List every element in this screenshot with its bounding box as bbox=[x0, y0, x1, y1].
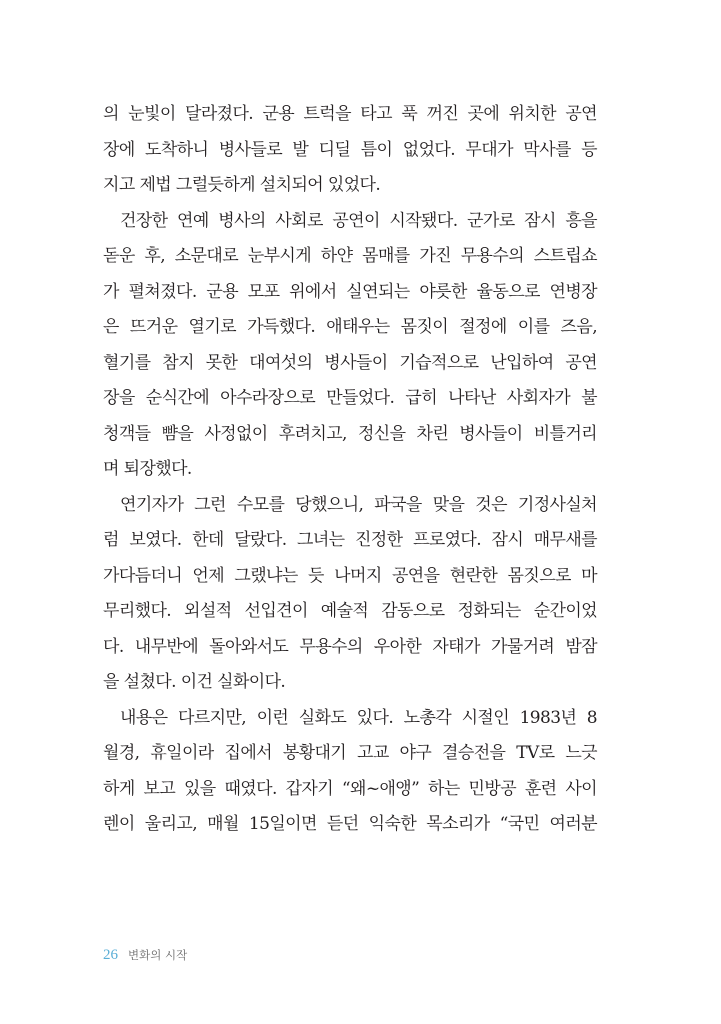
page-footer bbox=[103, 947, 187, 964]
text-line: 며 퇴장했다. bbox=[103, 459, 192, 479]
text-line: 지고 제법 그럴듯하게 설치되어 있었다. bbox=[103, 175, 381, 195]
text-line: 무리했다. 외설적 선입견이 예술적 감동으로 정화되는 순간이었 bbox=[103, 601, 597, 621]
text-line: 럼 보였다. 한데 달랐다. 그녀는 진정한 프로였다. 잠시 매무새를 bbox=[103, 530, 597, 550]
text-line: 월경, 휴일이라 집에서 봉황대기 고교 야구 결승전을 TV로 느긋 bbox=[103, 743, 597, 763]
text-line: 하게 보고 있을 때였다. 갑자기 “왜~애앵” 하는 민방공 훈련 사이 bbox=[103, 778, 597, 799]
text-line: 돋운 후, 소문대로 눈부시게 하얀 몸매를 가진 무용수의 스트립쇼 bbox=[103, 246, 597, 266]
text-line: 은 뜨거운 열기로 가득했다. 애태우는 몸짓이 절정에 이를 즈음, bbox=[103, 317, 597, 337]
text-line: 장에 도착하니 병사들로 발 디딜 틈이 없었다. 무대가 막사를 등 bbox=[103, 139, 597, 160]
text-line: 건장한 연예 병사의 사회로 공연이 시작됐다. 군가로 잠시 흥을 bbox=[120, 210, 597, 231]
body-text bbox=[103, 97, 597, 843]
text-line: 다. 내무반에 돌아와서도 무용수의 우아한 자태가 가물거려 밤잠 bbox=[103, 636, 597, 657]
text-line: 을 설쳤다. 이건 실화이다. bbox=[103, 672, 286, 692]
text-line: 렌이 울리고, 매월 15일이면 듣던 익숙한 목소리가 “국민 여러분 bbox=[103, 814, 597, 834]
text-line: 내용은 다르지만, 이런 실화도 있다. 노총각 시절인 1983년 8 bbox=[120, 707, 597, 728]
text-line: 청객들 뺨을 사정없이 후려치고, 정신을 차린 병사들이 비틀거리 bbox=[103, 423, 597, 444]
text-line: 혈기를 참지 못한 대여섯의 병사들이 기습적으로 난입하여 공연 bbox=[103, 352, 597, 373]
text-line: 장을 순식간에 아수라장으로 만들었다. 급히 나타난 사회자가 불 bbox=[103, 388, 597, 408]
text-line: 의 눈빛이 달라졌다. 군용 트럭을 타고 푹 꺼진 곳에 위치한 공연 bbox=[103, 104, 597, 124]
page-number: 26 bbox=[103, 947, 118, 963]
text-line: 가 펼쳐졌다. 군용 모포 위에서 실연되는 야릇한 율동으로 연병장 bbox=[103, 281, 597, 302]
running-title: 변화의 시작 bbox=[128, 948, 188, 962]
text-line: 연기자가 그런 수모를 당했으니, 파국을 맞을 것은 기정사실처 bbox=[120, 494, 597, 515]
text-line: 가다듬더니 언제 그랬냐는 듯 나머지 공연을 현란한 몸짓으로 마 bbox=[103, 565, 597, 586]
